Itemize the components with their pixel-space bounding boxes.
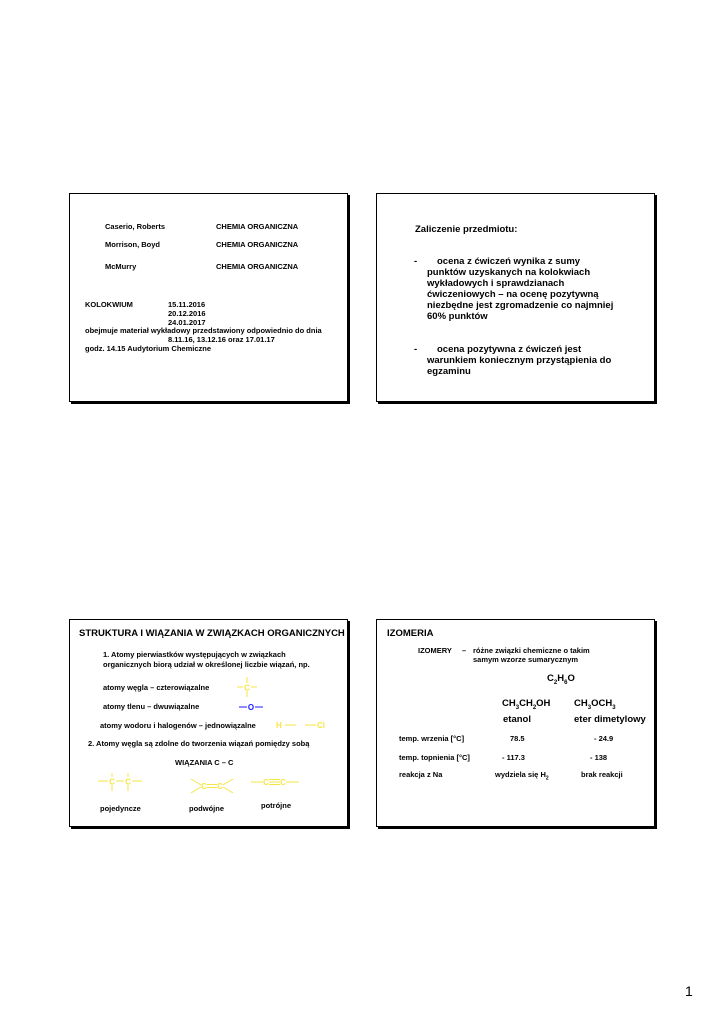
oxygen-valence: atomy tlenu – dwuwiązalne (103, 702, 200, 711)
row-melting-ether: - 138 (590, 753, 608, 762)
triple-bond-c1: C (263, 778, 269, 787)
double-bond-diagram (189, 775, 235, 799)
carbon-tetravalent-diagram (236, 676, 258, 698)
double-bond-c1: C (201, 782, 207, 791)
row-sodium-label: reakcja z Na (399, 770, 443, 779)
row-melting-ethanol: - 117.3 (502, 753, 525, 762)
book-author-2: Morrison, Boyd (105, 240, 161, 249)
slide-1 (69, 193, 348, 402)
row-boiling-ether: - 24.9 (594, 734, 614, 743)
slide-3 (69, 619, 348, 827)
kolokwium-scope-dates: 8.11.16, 13.12.16 oraz 17.01.17 (168, 335, 275, 344)
kolokwium-date-3: 24.01.2017 (168, 318, 206, 327)
book-title-1: CHEMIA ORGANICZNA (216, 222, 299, 231)
izomery-dash: – (462, 646, 467, 655)
bullet1-line2: punktów uzyskanych na kolokwiach (427, 267, 591, 278)
page-number: 1 (685, 983, 693, 999)
point1-line2: organicznych biorą udział w określonej liczbie wiązań, np. (103, 660, 310, 669)
slide4-title: IZOMERIA (387, 628, 434, 639)
molecular-formula: $C_2H_6O$ (547, 673, 575, 686)
single-bond-c2: C (125, 777, 131, 787)
hydrogen-symbol: H (276, 721, 282, 730)
book-title-2: CHEMIA ORGANICZNA (216, 240, 299, 249)
kolokwium-date-1: 15.11.2016 (168, 300, 206, 309)
row-boiling-label: temp. wrzenia [°C] (399, 734, 465, 743)
izomery-definition-1: różne związki chemiczne o takim (473, 646, 590, 655)
book-author-1: Caserio, Roberts (105, 222, 166, 231)
kolokwium-label: KOLOKWIUM (85, 300, 133, 309)
dimethyl-ether-formula: $CH_3OCH_3$ (574, 698, 616, 711)
bullet2-line2: warunkiem koniecznym przystąpienia do (427, 355, 612, 366)
izomery-definition-2: samym wzorze sumarycznym (473, 655, 579, 664)
bonds-title: WIĄZANIA C – C (175, 758, 234, 767)
bullet1-line4: ćwiczeniowych – na ocenę pozytywną (427, 289, 599, 300)
chlorine-monovalent-diagram (304, 719, 328, 731)
row-sodium-ether: brak reakcji (581, 770, 623, 779)
kolokwium-date-2: 20.12.2016 (168, 309, 206, 318)
double-bond-label: podwójne (189, 804, 224, 813)
kolokwium-place: godz. 14.15 Audytorium Chemiczne (85, 344, 211, 353)
oxygen-divalent-diagram (238, 701, 264, 713)
bullet2-line1: ocena pozytywna z ćwiczeń jest (437, 344, 582, 355)
triple-bond-c2: C (280, 778, 286, 787)
chlorine-symbol: Cl (317, 721, 325, 730)
single-bond-label: pojedyncze (100, 804, 141, 813)
bullet1-line6: 60% punktów (427, 311, 488, 322)
hydrogen-monovalent-diagram (273, 719, 297, 731)
bullet1-line5: niezbędne jest zgromadzenie co najmniej (427, 300, 614, 311)
double-bond-c2: C (217, 782, 223, 791)
carbon-symbol: C (244, 683, 250, 693)
slide2-heading: Zaliczenie przedmiotu: (415, 224, 518, 235)
bullet-dash-1: - (414, 256, 418, 267)
bullet1-line1: ocena z ćwiczeń wynika z sumy (437, 256, 581, 267)
hydrogen-valence: atomy wodoru i halogenów – jednowiązalne (100, 721, 256, 730)
bullet-dash-2: - (414, 344, 418, 355)
row-melting-label: temp. topnienia [°C] (399, 753, 470, 762)
triple-bond-label: potrójne (261, 801, 291, 810)
izomery-label: IZOMERY (418, 646, 452, 655)
bullet1-line3: wykładowych i sprawdzianach (427, 278, 565, 289)
triple-bond-diagram (250, 775, 300, 789)
dimethyl-ether-name: eter dimetylowy (574, 714, 646, 725)
row-sodium-ethanol: wydziela się $H_2$ (495, 770, 549, 782)
point2: 2. Atomy węgla są zdolne do tworzenia wiązań pomiędzy sobą (88, 739, 310, 748)
ethanol-name: etanol (503, 714, 531, 725)
carbon-valence: atomy węgla – czterowiązalne (103, 683, 210, 692)
ethanol-formula: $CH_3CH_2OH$ (502, 698, 551, 711)
slide3-title: STRUKTURA I WIĄZANIA W ZWIĄZKACH ORGANICZNYCH (79, 628, 345, 639)
kolokwium-scope: obejmuje materiał wykładowy przedstawiony odpowiednio do dnia (85, 326, 322, 335)
point1-line1: 1. Atomy pierwiastków występujących w związkach (103, 650, 286, 659)
book-author-3: McMurry (105, 262, 137, 271)
oxygen-symbol: O (247, 703, 255, 712)
bullet2-line3: egzaminu (427, 366, 471, 377)
slide-4 (376, 619, 655, 827)
single-bond-diagram (97, 771, 143, 795)
single-bond-c1: C (109, 777, 115, 787)
book-title-3: CHEMIA ORGANICZNA (216, 262, 299, 271)
slide-2 (376, 193, 655, 402)
row-boiling-ethanol: 78.5 (510, 734, 525, 743)
